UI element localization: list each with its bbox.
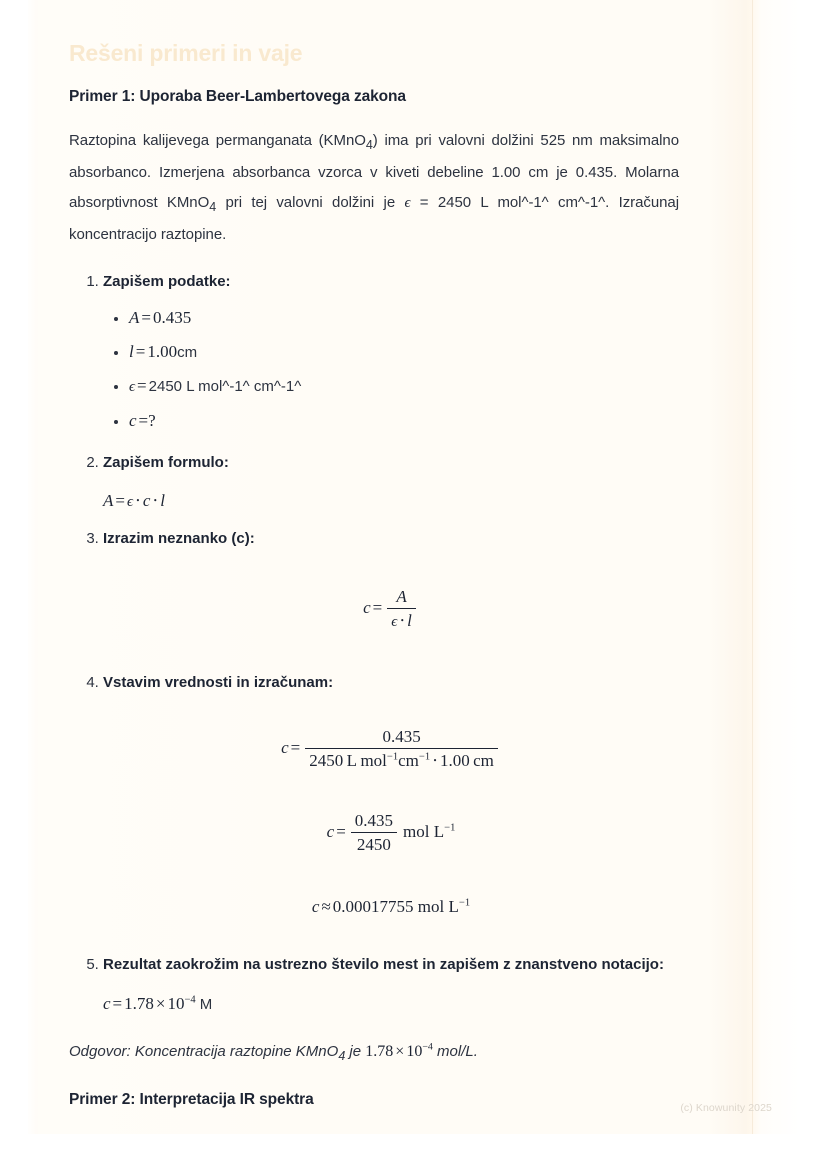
step-item-3 <box>103 527 679 671</box>
copyright-footer: (c) Knowunity 2025 <box>680 1102 772 1114</box>
beer-lambert-formula: A = ϵ ⋅ c ⋅ l <box>103 490 165 510</box>
fraction: $\frac{A}{\epsilon \cdot l}$ <box>387 586 416 633</box>
problem-statement <box>69 126 679 250</box>
answer-text-post: mol/L. <box>432 1042 478 1060</box>
fraction: $\frac{0.435}{2450 L mol^{-1}cm^{-1} \cdot 1.00 cm}$ <box>305 726 498 772</box>
step-item-2 <box>103 451 679 526</box>
solution-steps-list <box>69 270 679 1014</box>
formula-subscript: 4 <box>209 200 217 215</box>
given-unit: cm <box>177 344 198 362</box>
given-expression: c =? <box>129 411 156 431</box>
answer-text-pre: Odgovor: Koncentracija raztopine KMnO <box>69 1042 339 1060</box>
given-item <box>129 412 679 429</box>
substitution-expression: c = $\frac{0.435}{2450 L mol^{-1}cm^{-1} \cdot 1.00 cm}$ <box>281 738 501 757</box>
equation-simplified <box>103 810 679 856</box>
problem-text-part-4: = 2450 L mol^-1^ cm^-1^. Izračunaj koncentracijo raztopine. <box>69 194 679 244</box>
given-item <box>129 343 679 360</box>
answer-value-expression: $1.78 \times 10^{-4}$ <box>365 1041 433 1060</box>
step-1-label: Zapišem podatke: <box>103 273 231 291</box>
solve-for-c-expression: c = $\frac{A}{\epsilon \cdot l}$ <box>363 598 419 617</box>
step-4-label: Vstavim vrednosti in izračunam: <box>103 673 334 691</box>
problem-text-part-3: pri tej valovni dolžini je <box>216 194 405 212</box>
step-item-4 <box>103 671 679 953</box>
simplified-expression: c = $\frac{0.435}{2450}$ mol $L^{-1}$ <box>327 822 456 841</box>
document-content <box>69 0 679 1110</box>
given-expression: A = 0.435 <box>129 308 192 328</box>
answer-line <box>69 1040 679 1066</box>
page-fold-line <box>752 0 753 1134</box>
given-expression: ϵ = <box>129 376 147 396</box>
final-unit: M <box>199 995 213 1013</box>
formula-subscript: 4 <box>338 1048 346 1063</box>
final-result-expression: $c = 1.78 \times 10^{-4}$ <box>103 993 196 1013</box>
problem-text-part-2: ) ima pri valovni dolžini 525 nm maksimalno absorbanco. Izmerjena absorbanca vzorca v kiveti debeline 1.00 cm je 0.435. Molarna absorptivnost KMnO <box>69 132 679 212</box>
given-item <box>129 377 679 395</box>
formula-subscript: 4 <box>365 138 373 153</box>
step-2-label: Zapišem formulo: <box>103 454 229 472</box>
step-item-1 <box>103 270 679 451</box>
equation-decimal-result <box>103 897 679 917</box>
page-left-edge <box>28 0 38 1134</box>
step-item-5 <box>103 953 679 1014</box>
given-item <box>129 309 679 326</box>
given-values-list <box>103 309 679 429</box>
document-page <box>28 0 800 1134</box>
equation-final-result <box>103 994 679 1014</box>
example-1-heading: Primer 1: Uporaba Beer-Lambertovega zakona <box>69 88 406 105</box>
step-3-label: Izrazim neznanko (c): <box>103 529 255 547</box>
given-value-unit: 2450 L mol^-1^ cm^-1^ <box>148 378 302 396</box>
step-5-label: Rezultat zaokrožim na ustrezno število mest in zapišem z znanstveno notacijo: <box>103 955 664 973</box>
fraction: $\frac{0.435}{2450}$ <box>351 810 397 856</box>
given-expression: l = 1.00 <box>129 342 178 362</box>
decimal-result-expression: c ≈ 0.00017755 mol $L^{-1}$ <box>311 896 471 916</box>
answer-text-mid: je <box>345 1042 366 1060</box>
problem-text-part-1: Raztopina kalijevega permanganata (KMnO <box>69 132 366 150</box>
equation-substitution <box>103 726 679 772</box>
equation-formula <box>103 491 679 511</box>
page-title: Rešeni primeri in vaje <box>69 40 303 66</box>
example-2-heading: Primer 2: Interpretacija IR spektra <box>69 1090 314 1108</box>
epsilon-symbol: ϵ <box>404 195 411 212</box>
equation-solve-for-c <box>103 586 679 633</box>
